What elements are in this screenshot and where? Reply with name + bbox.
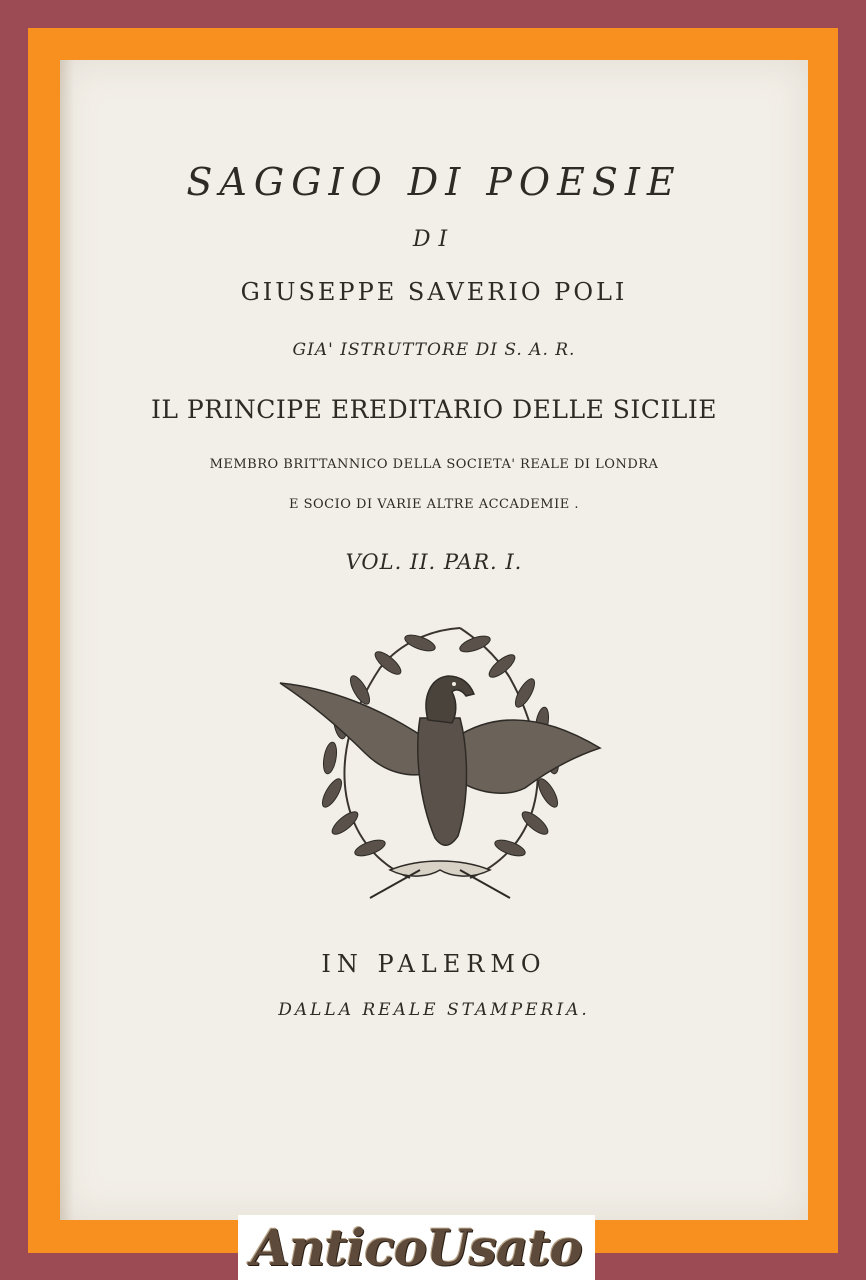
membership-line-1: MEMBRO BRITTANNICO DELLA SOCIETA' REALE DI LONDRA [209, 457, 659, 472]
membership-line-2: E SOCIO DI VARIE ALTRE ACCADEMIE . [288, 497, 579, 512]
logo-text: AnticoUsato [251, 1218, 582, 1277]
volume-label: VOL. II. PAR. I. [345, 550, 523, 574]
by-word: DI [412, 227, 456, 252]
author-role: GIA' ISTRUTTORE DI S. A. R. [292, 340, 576, 360]
watermark-logo [238, 1215, 595, 1280]
eagle-in-laurel-wreath-icon [270, 608, 610, 908]
author-name: GIUSEPPE SAVERIO POLI [240, 278, 628, 306]
title-page [60, 60, 808, 1220]
printer-line: DALLA REALE STAMPERIA. [278, 1000, 590, 1020]
book-title: SAGGIO DI POESIE [186, 160, 682, 204]
prince-line: IL PRINCIPE EREDITARIO DELLE SICILIE [150, 395, 717, 424]
place-of-publication: IN PALERMO [321, 950, 547, 978]
